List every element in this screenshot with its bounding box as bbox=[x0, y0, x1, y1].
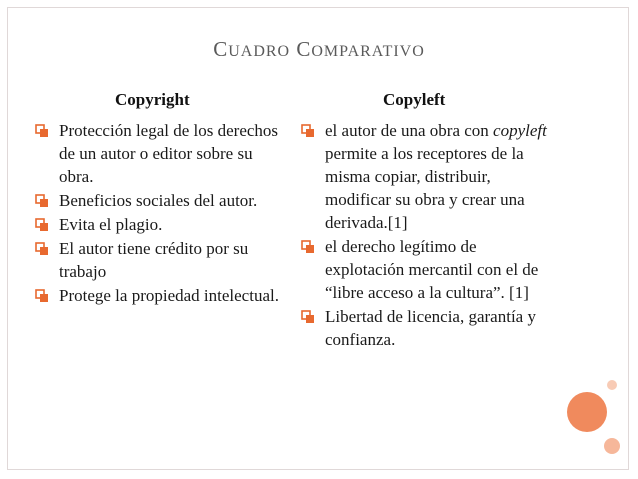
bullet-icon bbox=[35, 289, 49, 303]
bullet-icon bbox=[301, 124, 315, 138]
list-item-text: el autor de una obra con copyleft permite a los receptores de la misma copiar, distribuir, modificar su obra y crear una derivada.[1] bbox=[325, 121, 547, 232]
title-rest-1: UADRO bbox=[228, 43, 291, 60]
list-item bbox=[301, 235, 556, 304]
list-item-text: Protege la propiedad intelectual. bbox=[59, 286, 279, 305]
bullet-icon bbox=[35, 218, 49, 232]
list-item bbox=[35, 237, 285, 283]
list-item-text: El autor tiene crédito por su trabajo bbox=[59, 239, 249, 281]
list-item-text: Libertad de licencia, garantía y confianza. bbox=[325, 307, 536, 349]
bullet-icon bbox=[35, 194, 49, 208]
copyright-list bbox=[35, 119, 285, 308]
title-cap-1: C bbox=[213, 37, 229, 61]
bullet-icon bbox=[301, 240, 315, 254]
decorative-circle-large bbox=[567, 392, 607, 432]
title-rest-2: OMPARATIVO bbox=[311, 43, 425, 60]
bullet-icon bbox=[301, 310, 315, 324]
copyleft-emphasis: copyleft bbox=[493, 121, 547, 140]
copyright-heading: Copyright bbox=[115, 90, 190, 109]
title-cap-2: C bbox=[296, 37, 312, 61]
bullet-icon bbox=[35, 124, 49, 138]
list-item-text: el derecho legítimo de explotación mercantil con el de “libre acceso a la cultura”. [1] bbox=[325, 237, 539, 302]
decorative-circle-tiny bbox=[607, 380, 617, 390]
list-item bbox=[35, 213, 285, 236]
list-item-text: Evita el plagio. bbox=[59, 215, 163, 234]
slide-title bbox=[0, 37, 638, 62]
copyleft-heading: Copyleft bbox=[383, 90, 446, 109]
list-item bbox=[301, 305, 556, 351]
decorative-circle-small bbox=[604, 438, 620, 454]
list-item bbox=[35, 119, 285, 188]
list-item bbox=[35, 284, 285, 307]
list-item bbox=[301, 119, 556, 234]
list-item bbox=[35, 189, 285, 212]
list-item-text: Protección legal de los derechos de un autor o editor sobre su obra. bbox=[59, 121, 279, 186]
copyleft-list bbox=[301, 119, 556, 352]
bullet-icon bbox=[35, 242, 49, 256]
list-item-text: Beneficios sociales del autor. bbox=[59, 191, 258, 210]
